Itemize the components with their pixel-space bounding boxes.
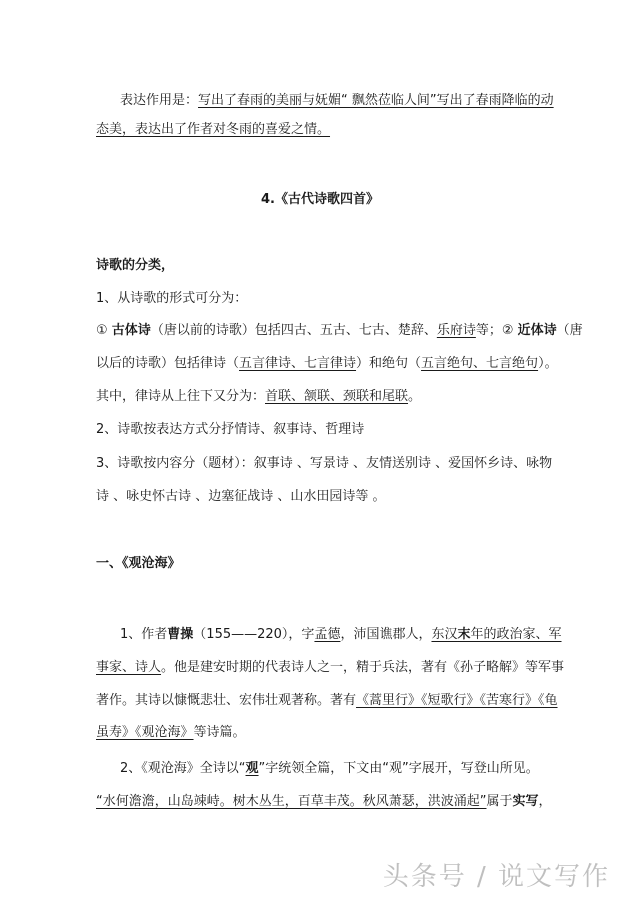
bold-term: 实写: [512, 794, 539, 809]
text: 属于: [486, 794, 513, 809]
text: 等诗篇。: [193, 725, 246, 740]
text: 其中，律诗从上往下又分为：: [96, 389, 266, 404]
underlined-text: 态美，表达出了作者对冬雨的喜爱之情。: [96, 122, 331, 137]
bold-term: 曹操: [167, 627, 194, 642]
author-line-1: [120, 626, 580, 644]
text: （155——220），字: [193, 627, 315, 642]
bold-term: 近体诗: [517, 323, 557, 338]
text: ）和绝句（: [356, 356, 422, 371]
text: 以后的诗歌）包括律诗（: [96, 356, 240, 371]
classification-heading: 诗歌的分类，: [96, 258, 175, 273]
underlined-text: 写出了春雨的美丽与妩媚“ 飘然莅临人间”写出了春雨降临的动: [198, 93, 554, 108]
underlined-term: 首联、颔联、颈联和尾联: [265, 389, 409, 404]
underlined-term: 虽寿》《观沧海》: [96, 725, 194, 740]
underlined-term: 孟德: [314, 627, 341, 642]
subsection-title: 一、《观沧海》: [96, 556, 181, 571]
expression-effect-line-1: [120, 92, 580, 110]
underlined-term: 东汉: [431, 627, 458, 642]
classification-form-line-2: [96, 355, 556, 373]
text: 。他是建安时期的代表诗人之一，精于兵法，著有《孙子略解》等军事: [161, 660, 565, 675]
text: ”字统领全篇，下文由“观”字展开，写登山所见。: [258, 761, 539, 776]
classification-item-3-line-1: 3、诗歌按内容分（题材）：叙事诗 、写景诗 、友情送别诗 、爱国怀乡诗、咏物: [96, 456, 553, 471]
text: （唐: [556, 323, 583, 338]
classification-item-2: 2、诗歌按表达方式分抒情诗、叙事诗、哲理诗: [96, 422, 365, 437]
text: ）。: [538, 356, 558, 371]
classification-form-line-1: [96, 322, 583, 340]
section-title: 4.《古代诗歌四首》: [261, 192, 379, 207]
analysis-line-2: [96, 793, 556, 811]
bold-term: 古体诗: [111, 323, 151, 338]
text: 著作。其诗以慷慨悲壮、宏伟壮观著称。著有: [96, 693, 357, 708]
underlined-term: 五言律诗、七言律诗: [239, 356, 357, 371]
author-line-3: [96, 692, 556, 710]
text: ，: [538, 794, 552, 809]
underlined-term: 乐府诗: [436, 323, 476, 338]
classification-item-1: 1、从诗歌的形式可分为：: [96, 291, 248, 306]
bold-term: 观: [245, 761, 259, 776]
text: 2、《观沧海》全诗以“: [120, 761, 246, 776]
classification-form-line-3: [96, 388, 556, 406]
label-text: 表达作用是：: [120, 93, 199, 108]
text: 。: [408, 389, 422, 404]
text: 1、作者: [120, 627, 168, 642]
text: 等；②: [475, 323, 518, 338]
text: （唐以前的诗歌）包括四古、五古、七古、楚辞、: [150, 323, 437, 338]
watermark-text: 头条号 / 说文写作: [382, 862, 610, 892]
text: ，沛国谯郡人，: [340, 627, 432, 642]
underlined-term: “水何澹澹，山岛竦峙。树木丛生，百草丰茂。秋风萧瑟，洪波涌起”: [96, 794, 487, 809]
expression-effect-line-2: [96, 121, 556, 139]
underlined-term: 《蒿里行》《短歌行》《苦寒行》《龟: [356, 693, 558, 708]
analysis-line-1: [120, 760, 580, 778]
text: ①: [96, 323, 112, 338]
author-line-2: [96, 659, 565, 677]
author-line-4: [96, 724, 556, 742]
underlined-term: 事家、诗人: [96, 660, 162, 675]
underlined-term: 五言绝句、七言绝句: [421, 356, 539, 371]
underlined-term: 年的政治家、军: [470, 627, 562, 642]
bold-term: 末: [457, 627, 471, 642]
classification-item-3-line-2: 诗 、咏史怀古诗 、边塞征战诗 、山水田园诗等 。: [96, 489, 386, 504]
